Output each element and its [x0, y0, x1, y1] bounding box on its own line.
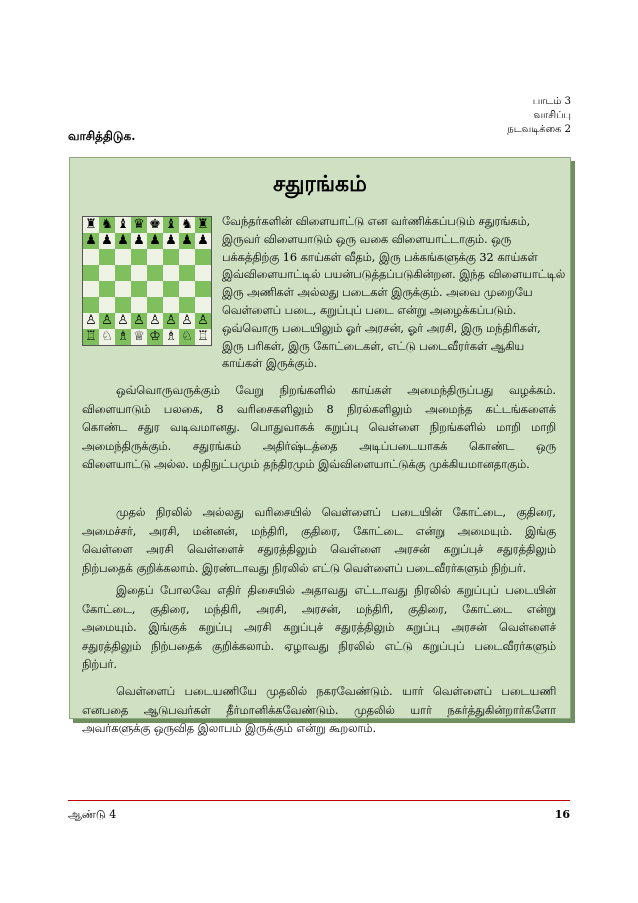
chess-piece-icon: ♙ — [179, 313, 195, 329]
chess-piece-icon: ♝ — [115, 217, 131, 233]
paragraph-line: நிற்பர். — [82, 658, 117, 672]
footer-divider — [68, 800, 570, 801]
chess-piece-icon: ♝ — [163, 217, 179, 233]
board-square — [179, 281, 195, 297]
paragraph-line: ஒவ்வொருவருக்கும் வேறு நிறங்களில் காய்கள் அமைந்திருப்பது வழக்கம். — [116, 384, 556, 397]
intro-line: ஒவ்வொரு படையிலும் ஓர் அரசன், ஓர் அரசி, இரு மந்திரிகள், — [222, 321, 541, 335]
paragraph-line: அமைந்திருக்கும். சதுரங்கம் அதிர்ஷ்டத்தை அடிப்படையாகக் கொண்ட ஒரு — [82, 439, 556, 453]
chess-piece-icon: ♕ — [131, 329, 147, 345]
activity-label: நடவடிக்கை 2 — [507, 124, 571, 135]
board-square — [131, 281, 147, 297]
paragraph-line: எனபதை ஆடுபவர்கள் தீர்மானிக்கவேண்டும். முதலில் யார் நகர்த்துகின்றார்களோ — [82, 703, 556, 717]
board-square — [115, 265, 131, 281]
chess-piece-icon: ♙ — [163, 313, 179, 329]
chess-piece-icon: ♟ — [115, 233, 131, 249]
paragraph-line: விளையாடும் பலகை, 8 வரிசைகளிலும் 8 நிரல்களிலும் அமைந்த கட்டங்களைக் — [82, 402, 556, 416]
article-box — [69, 157, 571, 736]
paragraph-line: கொண்ட சதுர வடிவமானது. பொதுவாகக் கறுப்பு வெள்ளை நிறங்களில் மாறி மாறி — [82, 421, 556, 435]
board-square — [99, 281, 115, 297]
paragraph-1 — [82, 382, 556, 475]
board-square — [99, 265, 115, 281]
paragraph-4 — [82, 683, 556, 739]
paragraph-line: அமைச்சர், அரசி, மன்னன், மந்திரி, குதிரை, கோட்டை என்று அமையும். இங்கு — [82, 524, 556, 538]
paragraph-3 — [82, 582, 556, 675]
chess-piece-icon: ♚ — [147, 217, 163, 233]
intro-line: பக்கத்திற்கு 16 காய்கள் வீதம், இரு பக்கங்களுக்கு 32 காய்கள் — [222, 250, 538, 264]
paragraph-line: வெள்ளைப் படையணியே முதலில் நகரவேண்டும். யார் வெள்ளைப் படையணி — [116, 685, 556, 698]
chess-piece-icon: ♗ — [163, 329, 179, 345]
chess-piece-icon: ♙ — [131, 313, 147, 329]
paragraph-line: நிற்பதைக் குறிக்கலாம். இரண்டாவது நிரலில் எட்டு வெள்ளைப் படைவீரர்களும் நிற்பர். — [82, 561, 527, 575]
board-square — [163, 281, 179, 297]
board-square — [163, 297, 179, 313]
chess-piece-icon: ♙ — [115, 313, 131, 329]
chess-piece-icon: ♖ — [195, 329, 211, 345]
chess-piece-icon: ♟ — [131, 233, 147, 249]
intro-line: இருவர் விளையாடும் ஒரு வகை விளையாட்டாகும். ஒரு — [222, 232, 512, 246]
board-square — [131, 249, 147, 265]
chess-piece-icon: ♗ — [115, 329, 131, 345]
board-square — [99, 297, 115, 313]
subject-label: வாசிப்பு — [533, 110, 571, 121]
page-number: 16 — [554, 808, 570, 821]
intro-line: இரு பரிகள், இரு கோட்டைகள், எட்டு படைவீரர்கள் ஆகிய — [222, 339, 525, 353]
chess-piece-icon: ♘ — [179, 329, 195, 345]
intro-line: வேந்தர்களின் விளையாட்டு என வர்ணிக்கப்படும் சதுரங்கம், — [222, 215, 531, 228]
paragraph-line: கோட்டை, குதிரை, மந்திரி, அரசி, அரசன், மந்திரி, குதிரை, கோட்டை என்று — [82, 602, 556, 616]
board-square — [179, 249, 195, 265]
board-square — [83, 281, 99, 297]
chess-piece-icon: ♟ — [163, 233, 179, 249]
board-square — [195, 281, 211, 297]
board-square — [179, 297, 195, 313]
chess-piece-icon: ♘ — [99, 329, 115, 345]
lesson-label: பாடம் 3 — [532, 96, 571, 107]
board-square — [195, 297, 211, 313]
chess-piece-icon: ♛ — [131, 217, 147, 233]
chess-piece-icon: ♜ — [83, 217, 99, 233]
board-square — [115, 281, 131, 297]
paragraph-line: அவர்களுக்கு ஒருவித இலாபம் இருக்கும் என்று கூறலாம். — [82, 722, 377, 736]
board-square — [83, 249, 99, 265]
board-square — [195, 265, 211, 281]
paragraph-line: விளையாட்டு அல்ல. மதிநுட்பமும் தந்திரமும் இவ்விளையாட்டுக்கு முக்கியமானதாகும். — [82, 458, 530, 472]
board-square — [195, 249, 211, 265]
footer-year: ஆண்டு 4 — [68, 808, 117, 821]
intro-line: இரு அணிகள் அல்லது படைகள் இருக்கும். அவை முறையே — [222, 286, 533, 300]
board-square — [131, 265, 147, 281]
chess-piece-icon: ♙ — [99, 313, 115, 329]
chess-piece-icon: ♟ — [99, 233, 115, 249]
board-square — [99, 249, 115, 265]
chess-piece-icon: ♜ — [195, 217, 211, 233]
page-header — [507, 95, 571, 137]
paragraph-line: சதுரத்திலும் நிற்பதைக் குறிக்கலாம். ஏழாவது நிரலில் எட்டு கறுப்புப் படைவீரர்களும் — [82, 639, 556, 653]
chess-piece-icon: ♙ — [83, 313, 99, 329]
board-square — [115, 249, 131, 265]
chess-piece-icon: ♖ — [83, 329, 99, 345]
board-square — [147, 297, 163, 313]
chess-piece-icon: ♟ — [83, 233, 99, 249]
board-square — [179, 265, 195, 281]
paragraph-2 — [82, 504, 556, 578]
chess-piece-icon: ♙ — [147, 313, 163, 329]
paragraph-line: வெள்ளை அரசி வெள்ளைச் சதுரத்திலும் வெள்ளை அரசன் கறுப்புச் சதுரத்திலும் — [82, 543, 556, 557]
board-square — [115, 297, 131, 313]
intro-line: காய்கள் இருக்கும். — [222, 357, 318, 371]
intro-line: வெள்ளைப் படை, கறுப்புப் படை என்று அழைக்கப்படும். — [222, 303, 517, 317]
paragraph-line: முதல் நிரலில் அல்லது வரிசையில் வெள்ளைப் படையின் கோட்டை, குதிரை, — [116, 506, 556, 519]
chess-piece-icon: ♟ — [195, 233, 211, 249]
intro-text — [222, 213, 566, 373]
chess-piece-icon: ♙ — [195, 313, 211, 329]
chess-piece-icon: ♟ — [147, 233, 163, 249]
board-square — [83, 265, 99, 281]
board-square — [131, 297, 147, 313]
board-square — [163, 265, 179, 281]
board-square — [163, 249, 179, 265]
chess-piece-icon: ♞ — [99, 217, 115, 233]
instruction: வாசித்திடுக. — [68, 129, 136, 143]
chessboard-image — [82, 216, 212, 346]
article-title: சதுரங்கம் — [273, 172, 367, 197]
board-square — [83, 297, 99, 313]
chess-piece-icon: ♞ — [179, 217, 195, 233]
board-square — [147, 249, 163, 265]
chess-piece-icon: ♟ — [179, 233, 195, 249]
intro-line: இவ்விளையாட்டில் பயன்படுத்தப்படுகின்றன. இந்த விளையாட்டில் — [222, 268, 566, 282]
paragraph-line: இதைப் போலவே எதிர் திசையில் அதாவது எட்டாவது நிரலில் கறுப்புப் படையின் — [116, 584, 556, 597]
chess-piece-icon: ♔ — [147, 329, 163, 345]
paragraph-line: அமையும். இங்குக் கறுப்பு அரசி கறுப்புச் சதுரத்திலும் கறுப்பு அரசன் வெள்ளைச் — [82, 621, 556, 635]
board-square — [147, 265, 163, 281]
board-square — [147, 281, 163, 297]
